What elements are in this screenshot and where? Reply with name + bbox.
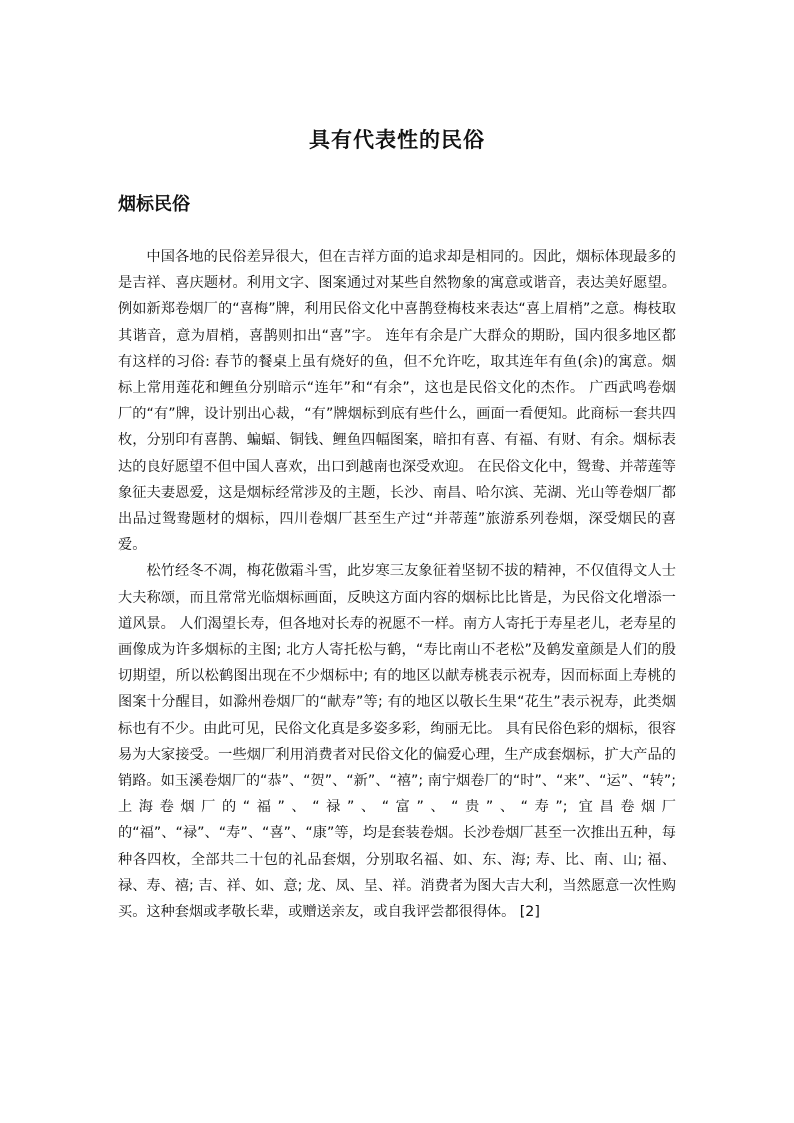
section-heading: 烟标民俗 bbox=[118, 194, 190, 215]
paragraph-2: 松竹经冬不凋，梅花傲霜斗雪，此岁寒三友象征着坚韧不拔的精神，不仅值得文人士大夫称颂，而且常常光临烟标画面，反映这方面内容的烟标比比皆是，为民俗文化增添一道风景。 人们渴望长寿，但各地对长寿的祝愿不一样。南方人寄托于寿星老儿，老寿星的画像成为许多烟标的主图; 北方人寄托松与鹤，“寿比南山不老松”及鹤发童颜是人们的殷切期望，所以松鹤图出现在不少烟标中; 有的地区以献寿桃表示祝寿，因而标面上寿桃的图案十分醒目，如滁州卷烟厂的“献寿”等; 有的地区以敬长生果“花生”表示祝寿，此类烟标也有不少。由此可见，民俗文化真是多姿多彩，绚丽无比。 具有民俗色彩的烟标，很容易为大家接受。一些烟厂利用消费者对民俗文化的偏爱心理，生产成套烟标，扩大产品的销路。如玉溪卷烟厂的“恭”、“贺”、“新”、“禧”; 南宁烟卷厂的“时”、“来”、“运”、“转”; 上海卷烟厂的“福”、“禄”、“富”、“贵”、“寿”; 宜昌卷烟厂的“福”、“禄”、“寿”、“喜”、“康”等，均是套装卷烟。长沙卷烟厂甚至一次推出五种，每种各四枚，全部共二十包的礼品套烟，分别取名福、如、东、海; 寿、比、南、山; 福、禄、寿、禧; 吉、祥、如、意; 龙、凤、呈、祥。消费者为图大吉大利，当然愿意一次性购买。这种套烟或孝敬长辈，或赠送亲友，或自我评尝都很得体。 [2] bbox=[118, 563, 676, 921]
page-title: 具有代表性的民俗 bbox=[309, 127, 485, 152]
body-text bbox=[118, 244, 676, 925]
paragraph-1: 中国各地的民俗差异很大，但在吉祥方面的追求却是相同的。因此，烟标体现最多的是吉祥、喜庆题材。利用文字、图案通过对某些自然物象的寓意或谐音，表达美好愿望。 例如新郑卷烟厂的“喜梅”牌，利用民俗文化中喜鹊登梅枝来表达“喜上眉梢”之意。梅枝取其谐音，意为眉梢，喜鹊则扣出“喜”字。 连年有余是广大群众的期盼，国内很多地区都有这样的习俗: 春节的餐桌上虽有烧好的鱼，但不允许吃，取其连年有鱼(余)的寓意。烟标上常用莲花和鲤鱼分别暗示“连年”和“有余”，这也是民俗文化的杰作。 广西武鸣卷烟厂的“有”牌，设计别出心裁，“有”牌烟标到底有些什么，画面一看便知。此商标一套共四枚，分别印有喜鹊、蝙蝠、铜钱、鲤鱼四幅图案，暗扣有喜、有福、有财、有余。烟标表达的良好愿望不但中国人喜欢，出口到越南也深受欢迎。 在民俗文化中，鸳鸯、并蒂莲等象征夫妻恩爱，这是烟标经常涉及的主题，长沙、南昌、哈尔滨、芜湖、光山等卷烟厂都出品过鸳鸯题材的烟标，四川卷烟厂甚至生产过“并蒂莲”旅游系列卷烟，深受烟民的喜爱。 bbox=[118, 249, 676, 554]
